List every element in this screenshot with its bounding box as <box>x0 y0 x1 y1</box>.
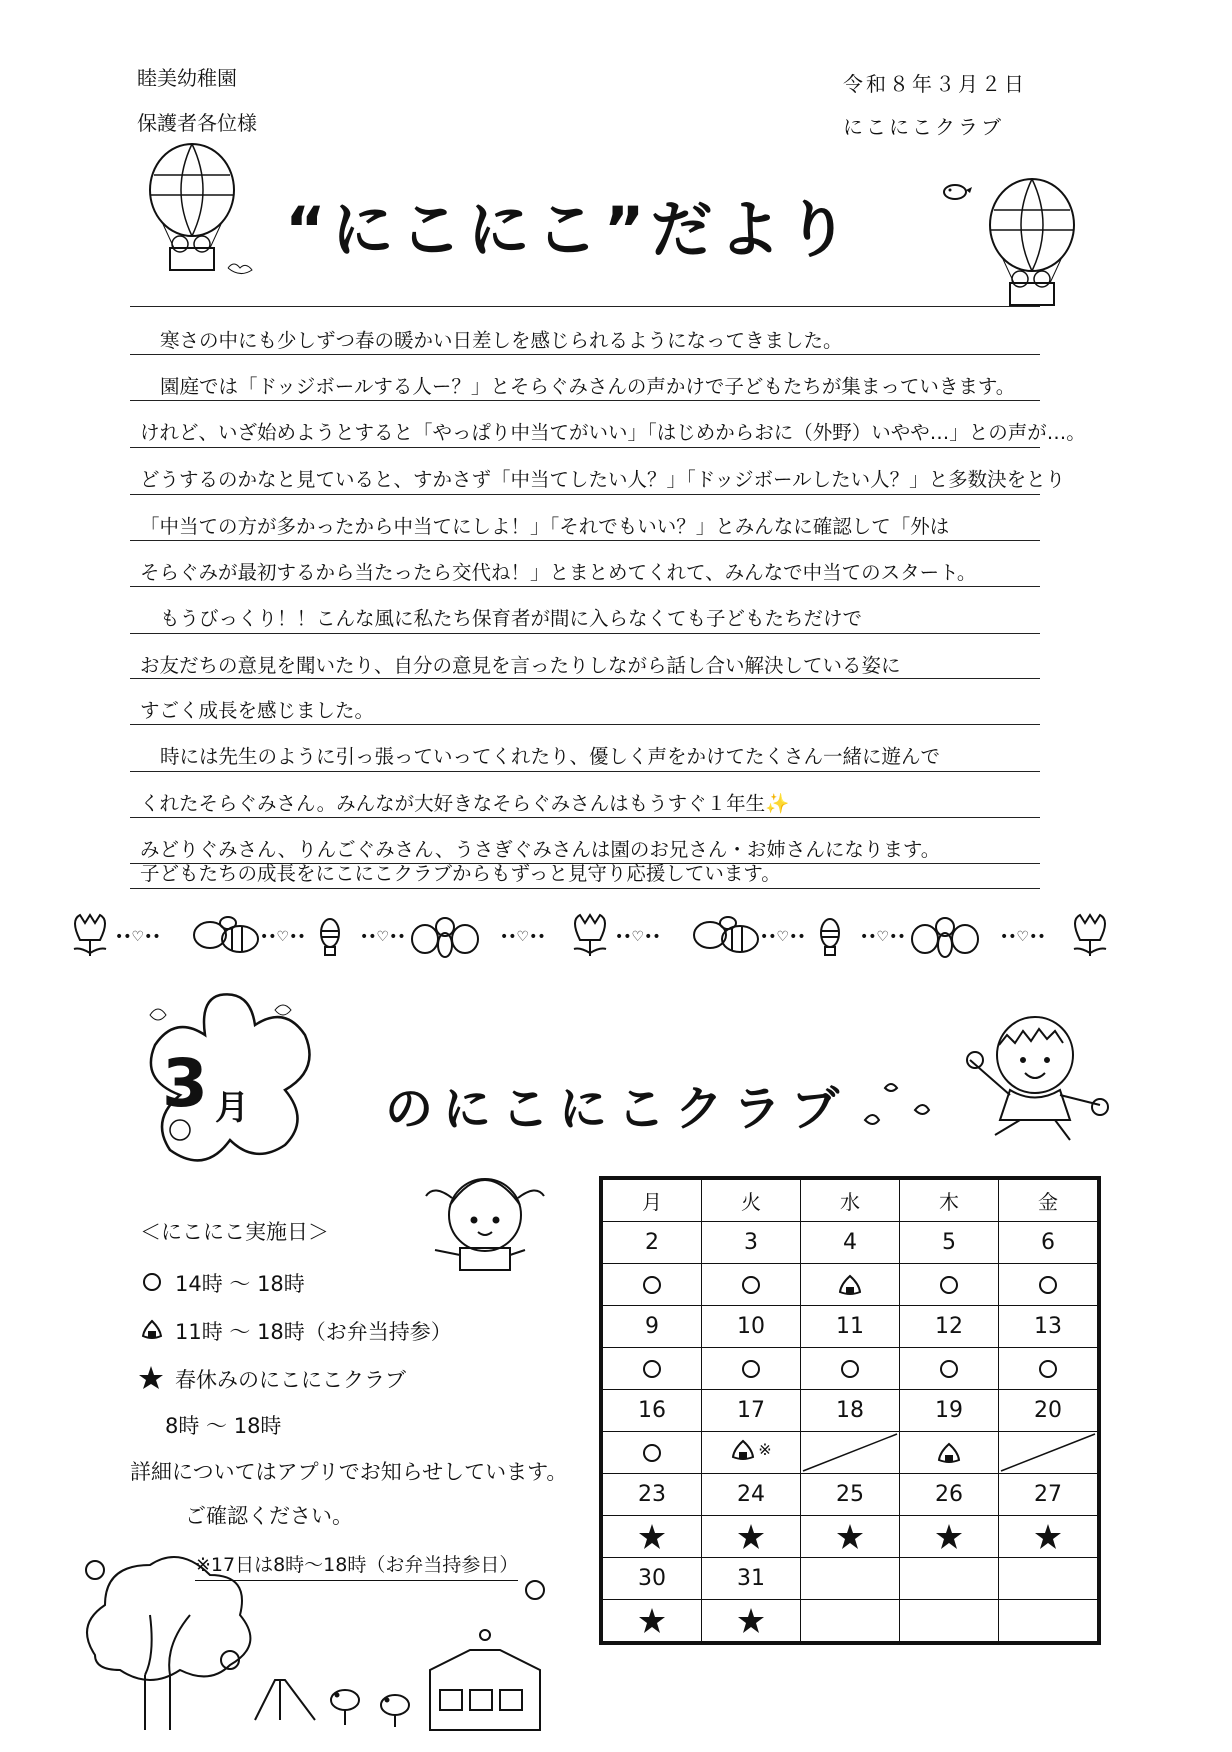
letter-line: くれたそらぐみさん。みんなが大好きなそらぐみさんはもうすぐ１年生✨ <box>140 792 790 815</box>
mark-cell <box>702 1264 801 1306</box>
bee-icon <box>694 917 758 952</box>
circle-icon <box>838 1357 862 1381</box>
bird-icon <box>331 1690 359 1725</box>
note-confirm: ご確認ください。 <box>185 1504 353 1528</box>
letter-line: 寒さの中にも少しずつ春の暖かい日差しを感じられるようになってきました。 <box>160 329 843 352</box>
date-cell: 2 <box>601 1222 702 1264</box>
circle-icon <box>640 1441 664 1465</box>
mark-cell <box>900 1348 999 1390</box>
svg-text:••♡••: ••♡•• <box>115 929 161 945</box>
onigiri-icon <box>730 1438 756 1462</box>
legend-onigiri: 11時 〜 18時（お弁当持参） <box>175 1320 452 1344</box>
date-cell: 23 <box>601 1474 702 1516</box>
mark-cell <box>801 1516 900 1558</box>
letter-line: 時には先生のように引っ張っていってくれたり、優しく声をかけてたくさん一緒に遊んで <box>160 745 941 768</box>
mark-cell <box>702 1348 801 1390</box>
mark-cell <box>601 1264 702 1306</box>
date-cell: 6 <box>999 1222 1100 1264</box>
letter-line: 子どもたちの成長をにこにこクラブからもずっと見守り応援しています。 <box>140 862 781 885</box>
date-cell: 17 <box>702 1390 801 1432</box>
letter-line: そらぐみが最初するから当たったら交代ね！」とまとめてくれて、みんなで中当てのスタート。 <box>140 561 977 584</box>
date-cell: 10 <box>702 1306 801 1348</box>
svg-text:••♡••: ••♡•• <box>1000 929 1046 945</box>
day-header: 火 <box>702 1178 801 1222</box>
hot-air-balloon-icon <box>980 175 1100 315</box>
date-cell: 18 <box>801 1390 900 1432</box>
svg-text:••♡••: ••♡•• <box>860 929 906 945</box>
star-icon <box>836 1523 864 1551</box>
circle-icon <box>1036 1357 1060 1381</box>
rule-line <box>130 306 1040 307</box>
rule-line <box>130 447 1040 448</box>
circle-icon <box>1036 1273 1060 1297</box>
hot-air-balloon-icon <box>140 140 260 280</box>
legend-circle: 14時 〜 18時 <box>175 1272 305 1296</box>
date-cell: 31 <box>702 1558 801 1600</box>
day-header: 月 <box>601 1178 702 1222</box>
slide-icon <box>255 1680 315 1720</box>
mark-cell <box>702 1600 801 1644</box>
closed-slash <box>801 1432 899 1473</box>
butterfly-icon <box>412 918 478 957</box>
note-17th: ※17日は8時〜18時（お弁当持参日） <box>195 1550 518 1581</box>
tulip-icon <box>574 915 606 956</box>
letter-line: 「中当ての方が多かったから中当てにしよ！」「それでもいい？」とみんなに確認して「外は <box>140 515 950 538</box>
mark-cell <box>801 1264 900 1306</box>
mark-cell <box>999 1516 1100 1558</box>
bee-icon <box>194 917 258 952</box>
club-name: にこにこクラブ <box>843 115 1004 139</box>
egg-balloon-icon <box>821 919 839 955</box>
letter-line: 園庭では「ドッジボールする人ー？」とそらぐみさんの声かけで子どもたちが集まっていきます。 <box>160 375 1016 398</box>
date-cell: 5 <box>900 1222 999 1264</box>
date-cell: 24 <box>702 1474 801 1516</box>
star-icon <box>737 1607 765 1635</box>
rule-line <box>130 586 1040 587</box>
date-cell: 4 <box>801 1222 900 1264</box>
mark-cell <box>601 1432 702 1474</box>
circle-icon <box>640 1273 664 1297</box>
letter-line: けれど、いざ始めようとすると「やっぱり中当てがいい」「はじめからおに（外野）いやや…」との声が…。 <box>140 421 1086 444</box>
date-cell: 9 <box>601 1306 702 1348</box>
mark-cell <box>601 1348 702 1390</box>
mark-cell <box>702 1516 801 1558</box>
rule-line <box>130 771 1040 772</box>
date-cell <box>999 1558 1100 1600</box>
section-title: のにこにこクラブ <box>385 1081 850 1137</box>
date-cell: 30 <box>601 1558 702 1600</box>
decorative-border <box>60 905 1140 965</box>
date-cell: 27 <box>999 1474 1100 1516</box>
date-cell: 16 <box>601 1390 702 1432</box>
month-number: 3 <box>162 1045 208 1122</box>
date-cell: 26 <box>900 1474 999 1516</box>
circle-icon <box>937 1357 961 1381</box>
egg-balloon-icon <box>321 919 339 955</box>
circle-icon <box>739 1273 763 1297</box>
mark-cell <box>801 1432 900 1474</box>
mark-cell <box>999 1600 1100 1644</box>
closed-slash <box>999 1432 1097 1473</box>
mark-cell <box>999 1432 1100 1474</box>
circle-icon <box>937 1273 961 1297</box>
mark-cell <box>702 1432 801 1474</box>
newsletter-title: “にこにこ”だより <box>285 193 855 266</box>
calendar-table <box>599 1176 1101 1645</box>
rule-line <box>130 494 1040 495</box>
star-icon <box>638 1523 666 1551</box>
circle-icon <box>140 1270 164 1294</box>
date-cell: 19 <box>900 1390 999 1432</box>
rule-line <box>130 400 1040 401</box>
mark-cell <box>900 1600 999 1644</box>
day-header: 金 <box>999 1178 1100 1222</box>
petal-icon <box>855 1080 945 1140</box>
onigiri-icon <box>837 1273 863 1297</box>
day-header: 木 <box>900 1178 999 1222</box>
house-icon <box>430 1630 540 1730</box>
letter-line: もうびっくり！！こんな風に私たち保育者が間に入らなくても子どもたちだけで <box>160 607 863 630</box>
date-cell: 20 <box>999 1390 1100 1432</box>
legend-star: 春休みのにこにこクラブ <box>175 1368 406 1392</box>
mark-cell <box>601 1600 702 1644</box>
mark-cell <box>801 1348 900 1390</box>
onigiri-icon <box>936 1441 962 1465</box>
date-cell: 11 <box>801 1306 900 1348</box>
mark-cell <box>900 1432 999 1474</box>
star-icon <box>1034 1523 1062 1551</box>
day-header: 水 <box>801 1178 900 1222</box>
tulip-icon <box>74 915 106 956</box>
date-cell <box>801 1558 900 1600</box>
star-icon <box>737 1523 765 1551</box>
onigiri-icon <box>140 1318 164 1342</box>
svg-text:••♡••: ••♡•• <box>260 929 306 945</box>
letter-line: みどりぐみさん、りんごぐみさん、うさぎぐみさんは園のお兄さん・お姉さんになります。 <box>140 838 941 861</box>
mark-cell <box>900 1516 999 1558</box>
rule-line <box>130 540 1040 541</box>
svg-text:••♡••: ••♡•• <box>360 929 406 945</box>
butterfly-icon <box>912 918 978 957</box>
mark-cell <box>900 1264 999 1306</box>
school-name: 睦美幼稚園 <box>137 66 237 90</box>
star-icon <box>138 1365 164 1391</box>
tree-icon <box>87 1557 250 1730</box>
bird-icon <box>940 180 974 202</box>
letter-line: すごく成長を感じました。 <box>140 699 375 722</box>
month-kanji: 月 <box>215 1088 249 1128</box>
svg-text:••♡••: ••♡•• <box>760 929 806 945</box>
boy-icon <box>935 1005 1115 1150</box>
date-cell: 13 <box>999 1306 1100 1348</box>
svg-text:••♡••: ••♡•• <box>615 929 661 945</box>
rule-line <box>130 633 1040 634</box>
star-icon <box>935 1523 963 1551</box>
mark-cell <box>999 1348 1100 1390</box>
letter-line: どうするのかなと見ていると、すかさず「中当てしたい人？」「ドッジボールしたい人？」と多数決をとり <box>140 468 1066 491</box>
tulip-icon <box>1074 915 1106 956</box>
mark-cell <box>999 1264 1100 1306</box>
mark-cell <box>601 1516 702 1558</box>
rule-line <box>130 678 1040 679</box>
note-app: 詳細についてはアプリでお知らせしています。 <box>130 1460 568 1484</box>
date-cell: 3 <box>702 1222 801 1264</box>
svg-text:••♡••: ••♡•• <box>500 929 546 945</box>
sakura-icon <box>120 985 320 1170</box>
legend-star-time: 8時 〜 18時 <box>165 1414 282 1438</box>
star-icon <box>638 1607 666 1635</box>
date-cell <box>900 1558 999 1600</box>
circle-icon <box>739 1357 763 1381</box>
rule-line <box>130 817 1040 818</box>
legend-heading: ＜にこにこ実施日＞ <box>140 1220 329 1244</box>
date-cell: 25 <box>801 1474 900 1516</box>
note-mark: ※ <box>758 1440 772 1459</box>
sakura-icon <box>86 1561 544 1669</box>
rule-line <box>130 354 1040 355</box>
girl-icon <box>420 1160 550 1280</box>
date: 令和８年３月２日 <box>843 72 1027 96</box>
mark-cell <box>801 1600 900 1644</box>
recipients: 保護者各位様 <box>137 111 257 135</box>
bird-icon <box>381 1695 409 1727</box>
circle-icon <box>640 1357 664 1381</box>
rule-line <box>130 888 1040 889</box>
letter-line: お友だちの意見を聞いたり、自分の意見を言ったりしながら話し合い解決している姿に <box>140 654 901 677</box>
date-cell: 12 <box>900 1306 999 1348</box>
rule-line <box>130 724 1040 725</box>
garden-scene <box>75 1545 545 1735</box>
